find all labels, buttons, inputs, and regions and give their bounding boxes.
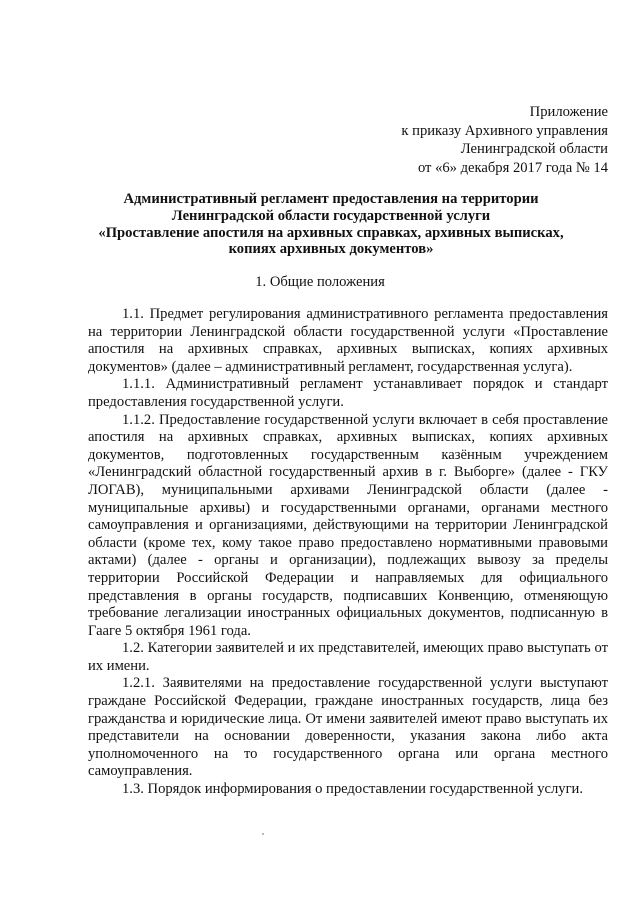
document-title <box>86 191 576 258</box>
appendix-line: Приложение <box>529 104 608 120</box>
title-line: «Проставление апостиля на архивных справках, архивных выписках, <box>98 224 564 241</box>
paragraph: 1.3. Порядок информирования о предоставлении государственной услуги. <box>122 781 584 798</box>
title-line: копиях архивных документов» <box>228 241 434 258</box>
title-line: Ленинградской области государственной услуги <box>171 207 491 224</box>
paragraph: 1.1. Предмет регулирования административного регламента предоставления на территории Ленинградской области государственной услуги «Проставление апостиля на архивных справках, архивных выписках, копиях архивных документов» (далее – административный регламент, государственная услуга). <box>88 306 608 375</box>
appendix-line: Ленинградской области <box>460 141 608 158</box>
appendix-header <box>308 103 608 177</box>
document-body <box>88 306 608 799</box>
appendix-line: к приказу Архивного управления <box>401 122 608 139</box>
paragraph: 1.2.1. Заявителями на предоставление государственной услуги выступают граждане Российской Федерации, граждане иностранных государств, лица без гражданства и юридические лица. От имени заявителей имеют право выступать их представители на основании доверенности, указания закона либо акта уполномоченного на то государственного органа или органа местного самоуправления. <box>88 675 608 780</box>
paragraph: 1.2. Категории заявителей и их представителей, имеющих право выступать от их имени. <box>88 640 608 674</box>
paragraph: 1.1.1. Административный регламент устанавливает порядок и стандарт предоставления государственной услуги. <box>88 376 608 410</box>
title-line: Административный регламент предоставления на территории <box>123 191 539 207</box>
section-heading: 1. Общие положения <box>255 274 385 290</box>
appendix-line: от «6» декабря 2017 года № 14 <box>417 159 608 176</box>
paragraph: 1.1.2. Предоставление государственной услуги включает в себя проставление апостиля на архивных справках, архивных выписках, копиях архивных документов, подготовленных государственным казённым учреждением «Ленинградский областной государственный архив в г. Выборге» (далее - ГКУ ЛОГАВ), муниципальными архивами Ленинградской области (далее - муниципальные архивы) и государственными органами, органами местного самоуправления и организациями, действующими на территории Ленинградской области (кроме тех, кому такое право предоставлено нормативными правовыми актами) (далее - органы и организации), подлежащих вывозу за пределы территории Российской Федерации и направляемых для официального представления в органы государств, подписавших Конвенцию, отменяющую требование легализации иностранных официальных документов, подписанную в Гааге 5 октября 1961 года. <box>88 411 608 639</box>
scan-speck <box>262 833 264 835</box>
